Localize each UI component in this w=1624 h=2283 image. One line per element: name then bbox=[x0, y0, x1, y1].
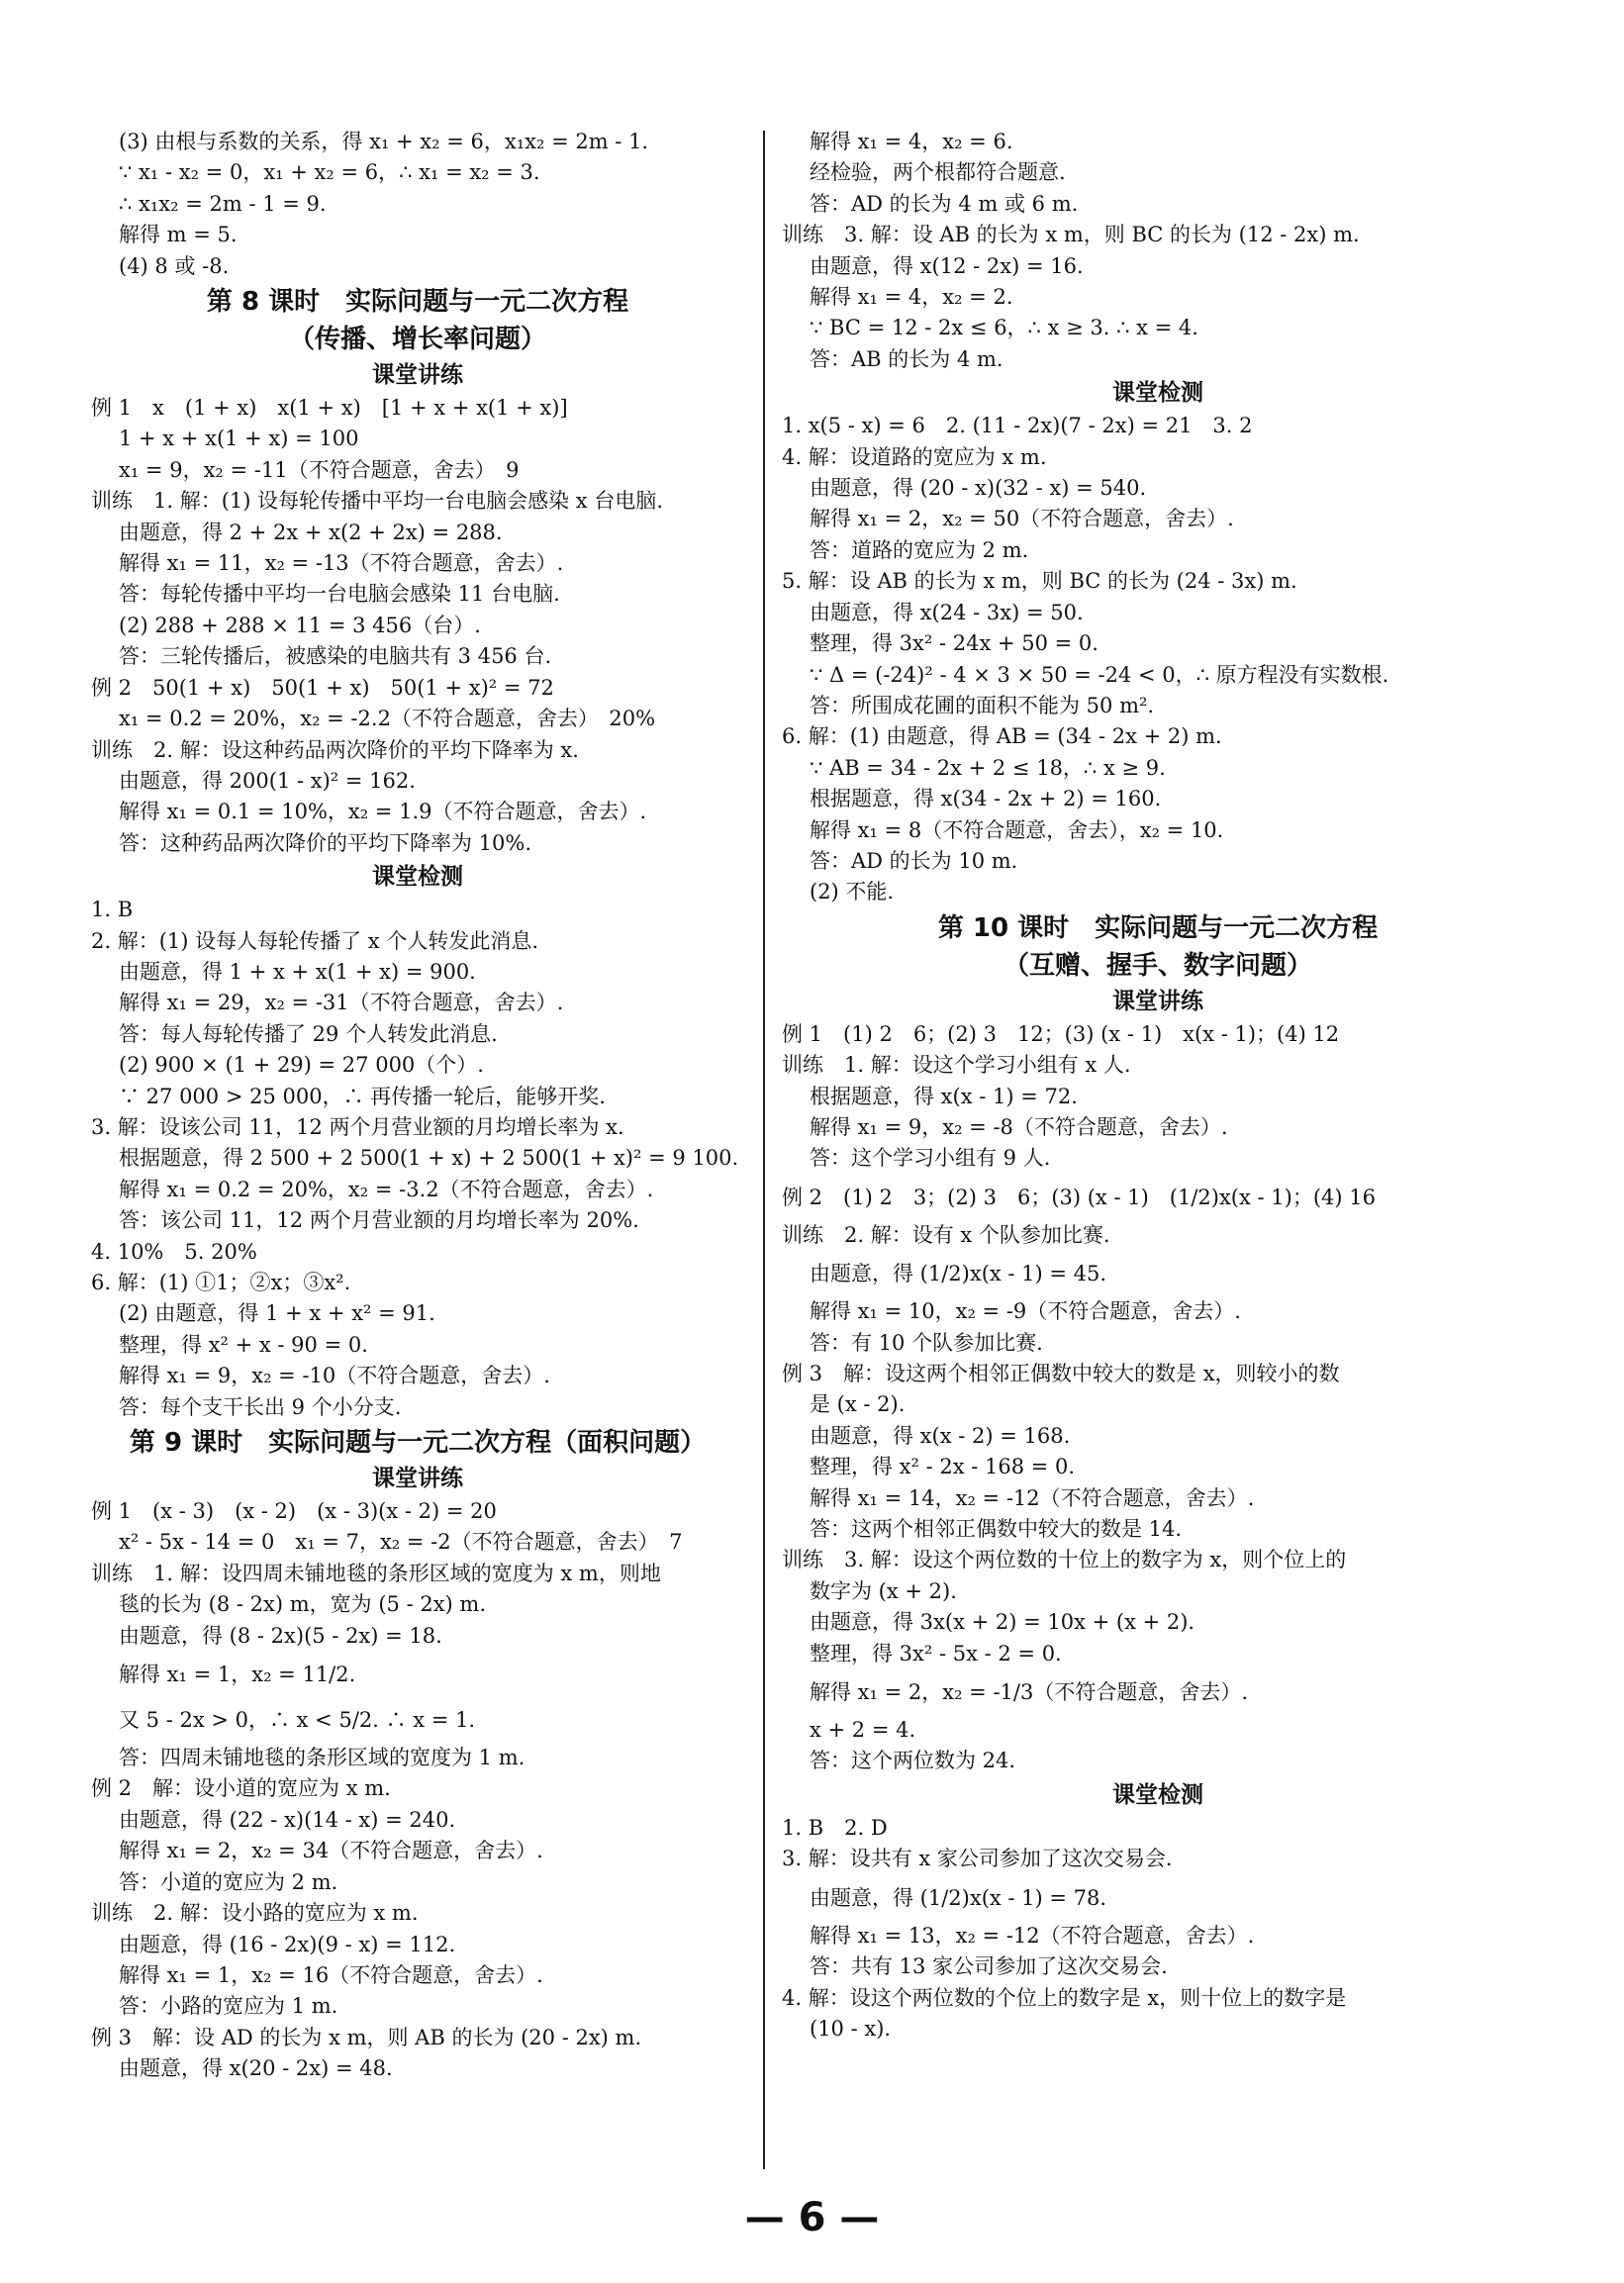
text-line: ∴ x₁x₂ = 2m - 1 = 9. bbox=[119, 191, 327, 216]
text-line: (4) 8 或 -8. bbox=[119, 253, 230, 278]
lesson-title: （互赠、握手、数字问题） bbox=[1003, 950, 1312, 981]
text-line: (3) 由根与系数的关系，得 x₁ + x₂ = 6，x₁x₂ = 2m - 1. bbox=[119, 130, 649, 153]
text-line: 答：这两个相邻正偶数中较大的数是 14. bbox=[810, 1517, 1183, 1542]
text-line: 答：每个支干长出 9 个小分支. bbox=[119, 1394, 402, 1419]
text-line: 由题意，得 1 + x + x(1 + x) = 900. bbox=[119, 959, 476, 984]
text-line: 解得 x₁ = 2，x₂ = -1/3（不符合题意，舍去）. bbox=[810, 1680, 1249, 1705]
text-line: 整理，得 3x² - 24x + 50 = 0. bbox=[810, 631, 1099, 656]
text-line: 训练 1. 解：(1) 设每轮传播中平均一台电脑会感染 x 台电脑. bbox=[91, 489, 664, 514]
text-line: 根据题意，得 x(x - 1) = 72. bbox=[810, 1084, 1078, 1108]
text-line: 答：AB 的长为 4 m. bbox=[810, 346, 1003, 371]
text-line: 答：这个两位数为 24. bbox=[810, 1749, 1016, 1773]
text-line: 例 2 解：设小道的宽应为 x m. bbox=[91, 1776, 391, 1801]
text-line: 例 1 x (1 + x) x(1 + x) [1 + x + x(1 + x)] bbox=[91, 396, 568, 421]
text-line: 答：有 10 个队参加比赛. bbox=[810, 1330, 1043, 1355]
text-line: 解得 x₁ = 2，x₂ = 34（不符合题意，舍去）. bbox=[119, 1839, 543, 1863]
text-line: 例 3 解：设 AD 的长为 x m，则 AB 的长为 (20 - 2x) m. bbox=[91, 2025, 642, 2049]
lesson-title: 第 8 课时 实际问题与一元二次方程 bbox=[206, 287, 629, 318]
text-line: 答：每人每轮传播了 29 个人转发此消息. bbox=[119, 1021, 498, 1046]
text-line: 由题意，得 x(24 - 3x) = 50. bbox=[810, 600, 1084, 624]
section-heading: 课堂讲练 bbox=[1112, 988, 1203, 1014]
text-line: 又 5 - 2x > 0，∴ x < 5/2. ∴ x = 1. bbox=[119, 1708, 476, 1733]
text-line: 是 (x - 2). bbox=[810, 1392, 906, 1417]
text-line: 答：这个学习小组有 9 人. bbox=[810, 1146, 1051, 1171]
text-line: 解得 x₁ = 2，x₂ = 50（不符合题意，舍去）. bbox=[810, 507, 1234, 531]
text-line: 解得 x₁ = 13，x₂ = -12（不符合题意，舍去）. bbox=[810, 1923, 1255, 1948]
text-line: 答：道路的宽应为 2 m. bbox=[810, 537, 1029, 562]
text-line: 6. 解：(1) 由题意，得 AB = (34 - 2x + 2) m. bbox=[782, 724, 1222, 749]
text-line: (2) 900 × (1 + 29) = 27 000（个）. bbox=[119, 1053, 484, 1078]
page-number: — 6 — bbox=[744, 2195, 880, 2240]
text-line: 1. B 2. D bbox=[782, 1815, 888, 1840]
text-line: 答：小道的宽应为 2 m. bbox=[119, 1869, 338, 1894]
lesson-title: （传播、增长率问题） bbox=[288, 325, 546, 355]
text-line: 答：AD 的长为 4 m 或 6 m. bbox=[810, 191, 1079, 216]
left-column bbox=[91, 127, 744, 2085]
text-line: 解得 m = 5. bbox=[119, 223, 238, 247]
right-column bbox=[782, 127, 1534, 2045]
text-line: 答：三轮传播后，被感染的电脑共有 3 456 台. bbox=[119, 644, 552, 669]
text-line: 4. 解：设这个两位数的个位上的数字是 x，则十位上的数字是 bbox=[782, 1985, 1347, 2010]
section-heading: 课堂讲练 bbox=[372, 362, 463, 389]
text-line: 3. 解：设共有 x 家公司参加了这次交易会. bbox=[782, 1847, 1173, 1871]
text-line: 由题意，得 (8 - 2x)(5 - 2x) = 18. bbox=[119, 1623, 442, 1648]
text-line: 解得 x₁ = 10，x₂ = -9（不符合题意，舍去）. bbox=[810, 1299, 1241, 1324]
text-line: 解得 x₁ = 0.2 = 20%，x₂ = -3.2（不符合题意，舍去）. bbox=[119, 1177, 654, 1201]
text-line: 经检验，两个根都符合题意. bbox=[810, 160, 1066, 185]
text-line: 例 1 (x - 3) (x - 2) (x - 3)(x - 2) = 20 bbox=[91, 1499, 497, 1524]
text-line: 解得 x₁ = 29，x₂ = -31（不符合题意，舍去）. bbox=[119, 991, 564, 1015]
text-line: 由题意，得 x(20 - 2x) = 48. bbox=[119, 2056, 393, 2081]
text-line: 解得 x₁ = 14，x₂ = -12（不符合题意，舍去）. bbox=[810, 1485, 1255, 1510]
text-line: 答：共有 13 家公司参加了这次交易会. bbox=[810, 1954, 1168, 1979]
text-line: 解得 x₁ = 11，x₂ = -13（不符合题意，舍去）. bbox=[119, 551, 564, 576]
text-line: ∵ 27 000 > 25 000，∴ 再传播一轮后，能够开奖. bbox=[119, 1084, 606, 1108]
text-line: 1 + x + x(1 + x) = 100 bbox=[119, 427, 359, 451]
text-line: 由题意，得 2 + 2x + x(2 + 2x) = 288. bbox=[119, 520, 503, 544]
text-line: 由题意，得 (1/2)x(x - 1) = 45. bbox=[810, 1262, 1107, 1286]
text-line: 训练 3. 解：设 AB 的长为 x m，则 BC 的长为 (12 - 2x) m. bbox=[782, 223, 1360, 247]
section-heading: 课堂检测 bbox=[1112, 1781, 1203, 1808]
text-line: 例 1 (1) 2 6；(2) 3 12；(3) (x - 1) x(x - 1)；(4) 12 bbox=[782, 1021, 1340, 1046]
text-line: 例 2 (1) 2 3；(2) 3 6；(3) (x - 1) (1/2)x(x - 1)；(4) 16 bbox=[782, 1185, 1376, 1209]
text-line: x₁ = 0.2 = 20%，x₂ = -2.2（不符合题意，舍去） 20% bbox=[119, 707, 656, 731]
text-line: 6. 解：(1) ①1；②x；③x². bbox=[91, 1271, 351, 1294]
text-line: ∵ AB = 34 - 2x + 2 ≤ 18，∴ x ≥ 9. bbox=[810, 755, 1166, 780]
text-line: 答：四周未铺地毯的条形区域的宽度为 1 m. bbox=[119, 1746, 525, 1770]
text-line: 由题意，得 x(x - 2) = 168. bbox=[810, 1423, 1071, 1448]
text-line: 由题意，得 200(1 - x)² = 162. bbox=[119, 768, 416, 793]
text-line: (2) 不能. bbox=[810, 880, 895, 904]
text-line: 解得 x₁ = 4，x₂ = 6. bbox=[810, 130, 1013, 153]
text-line: 答：小路的宽应为 1 m. bbox=[119, 1994, 338, 2019]
lesson-title: 第 9 课时 实际问题与一元二次方程（面积问题） bbox=[129, 1428, 707, 1459]
text-line: 答：该公司 11，12 两个月营业额的月均增长率为 20%. bbox=[119, 1208, 639, 1233]
text-line: 解得 x₁ = 4，x₂ = 2. bbox=[810, 285, 1013, 310]
column-divider bbox=[763, 131, 765, 2169]
text-line: ∵ Δ = (-24)² - 4 × 3 × 50 = -24 < 0，∴ 原方程没有实数根. bbox=[810, 662, 1389, 687]
text-line: 1. x(5 - x) = 6 2. (11 - 2x)(7 - 2x) = 21 3. 2 bbox=[782, 414, 1253, 438]
text-line: (2) 288 + 288 × 11 = 3 456（台）. bbox=[119, 613, 481, 637]
text-line: 由题意，得 3x(x + 2) = 10x + (x + 2). bbox=[810, 1610, 1195, 1635]
text-line: 数字为 (x + 2). bbox=[810, 1578, 957, 1603]
text-line: 答：所围成花圃的面积不能为 50 m². bbox=[810, 693, 1155, 717]
text-line: 解得 x₁ = 1，x₂ = 16（不符合题意，舍去）. bbox=[119, 1962, 543, 1987]
text-line: 整理，得 x² + x - 90 = 0. bbox=[119, 1332, 368, 1357]
section-heading: 课堂检测 bbox=[1112, 380, 1203, 407]
text-line: 训练 2. 解：设小路的宽应为 x m. bbox=[91, 1901, 419, 1926]
section-heading: 课堂检测 bbox=[372, 864, 463, 891]
text-line: 解得 x₁ = 8（不符合题意，舍去），x₂ = 10. bbox=[810, 817, 1224, 842]
text-line: 4. 解：设道路的宽应为 x m. bbox=[782, 444, 1047, 469]
text-line: 答：这种药品两次降价的平均下降率为 10%. bbox=[119, 830, 532, 855]
text-line: 例 2 50(1 + x) 50(1 + x) 50(1 + x)² = 72 bbox=[91, 675, 554, 700]
text-line: 由题意，得 (16 - 2x)(9 - x) = 112. bbox=[119, 1932, 456, 1956]
text-line: 解得 x₁ = 9，x₂ = -8（不符合题意，舍去）. bbox=[810, 1114, 1228, 1139]
text-line: 1. B bbox=[91, 898, 134, 922]
text-line: 训练 2. 解：设有 x 个队参加比赛. bbox=[782, 1222, 1110, 1247]
text-line: (10 - x). bbox=[810, 2016, 892, 2041]
text-line: 由题意，得 (22 - x)(14 - x) = 240. bbox=[119, 1807, 456, 1832]
text-line: 训练 1. 解：设这个学习小组有 x 人. bbox=[782, 1053, 1131, 1078]
text-line: 解得 x₁ = 9，x₂ = -10（不符合题意，舍去）. bbox=[119, 1364, 550, 1388]
text-line: 根据题意，得 2 500 + 2 500(1 + x) + 2 500(1 + x)² = 9 100. bbox=[119, 1146, 739, 1171]
text-line: 训练 3. 解：设这个两位数的十位上的数字为 x，则个位上的 bbox=[782, 1548, 1347, 1572]
lesson-title: 第 10 课时 实际问题与一元二次方程 bbox=[937, 912, 1379, 943]
text-line: 训练 2. 解：设这种药品两次降价的平均下降率为 x. bbox=[91, 737, 579, 762]
text-line: 解得 x₁ = 0.1 = 10%，x₂ = 1.9（不符合题意，舍去）. bbox=[119, 800, 647, 824]
text-line: 答：每轮传播中平均一台电脑会感染 11 台电脑. bbox=[119, 582, 560, 607]
text-line: 4. 10% 5. 20% bbox=[91, 1239, 257, 1264]
text-line: ∵ BC = 12 - 2x ≤ 6，∴ x ≥ 3. ∴ x = 4. bbox=[810, 316, 1198, 340]
text-line: 2. 解：(1) 设每人每轮传播了 x 个人转发此消息. bbox=[91, 928, 539, 953]
text-line: (2) 由题意，得 1 + x + x² = 91. bbox=[119, 1301, 435, 1326]
text-line: 训练 1. 解：设四周未铺地毯的条形区域的宽度为 x m，则地 bbox=[91, 1561, 661, 1585]
text-line: 由题意，得 x(12 - 2x) = 16. bbox=[810, 253, 1084, 278]
text-line: 由题意，得 (1/2)x(x - 1) = 78. bbox=[810, 1885, 1107, 1910]
text-line: x² - 5x - 14 = 0 x₁ = 7，x₂ = -2（不符合题意，舍去） 7 bbox=[119, 1530, 683, 1555]
section-heading: 课堂讲练 bbox=[372, 1466, 463, 1492]
text-line: 3. 解：设该公司 11，12 两个月营业额的月均增长率为 x. bbox=[91, 1114, 624, 1139]
text-line: 由题意，得 (20 - x)(32 - x) = 540. bbox=[810, 476, 1147, 501]
text-line: 解得 x₁ = 1，x₂ = 11/2. bbox=[119, 1663, 356, 1687]
text-line: 整理，得 x² - 2x - 168 = 0. bbox=[810, 1455, 1076, 1479]
text-line: x + 2 = 4. bbox=[810, 1718, 916, 1743]
text-line: x₁ = 9，x₂ = -11（不符合题意，舍去） 9 bbox=[119, 457, 520, 482]
text-line: ∵ x₁ - x₂ = 0，x₁ + x₂ = 6，∴ x₁ = x₂ = 3. bbox=[119, 160, 540, 185]
text-line: 整理，得 3x² - 5x - 2 = 0. bbox=[810, 1641, 1062, 1665]
text-line: 毯的长为 (8 - 2x) m，宽为 (5 - 2x) m. bbox=[119, 1592, 486, 1617]
text-line: 答：AD 的长为 10 m. bbox=[810, 848, 1018, 873]
text-line: 根据题意，得 x(34 - 2x + 2) = 160. bbox=[810, 787, 1162, 811]
text-line: 例 3 解：设这两个相邻正偶数中较大的数是 x，则较小的数 bbox=[782, 1362, 1340, 1385]
text-line: 5. 解：设 AB 的长为 x m，则 BC 的长为 (24 - 3x) m. bbox=[782, 569, 1297, 594]
